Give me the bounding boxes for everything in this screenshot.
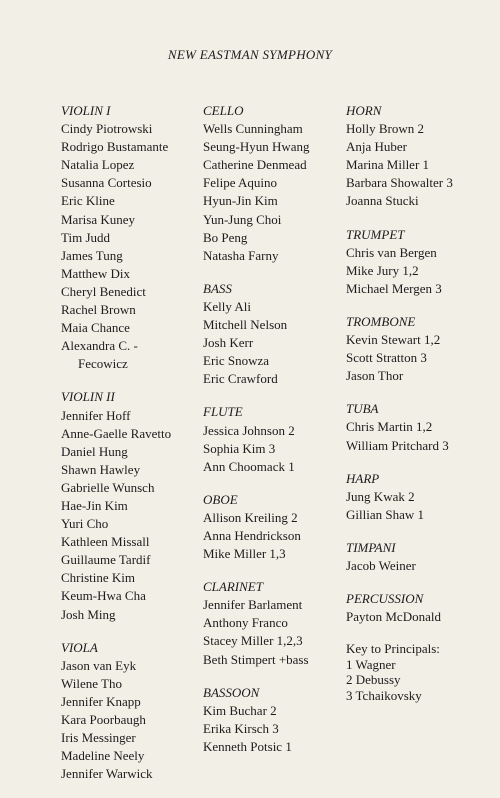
musician-name: Hae-Jin Kim: [61, 497, 128, 513]
musician-name: Yun-Jung Choi: [203, 211, 282, 227]
section-heading: BASS: [203, 280, 232, 296]
musician-name: Jessica Johnson 2: [203, 422, 295, 438]
musician-name: Anja Huber: [346, 139, 408, 155]
musician-name: Anthony Franco: [203, 615, 288, 631]
musician-name: Joanna Stucki: [346, 193, 419, 209]
musician-name: Kelly Ali: [203, 298, 252, 314]
key-item: 2 Debussy: [346, 672, 401, 688]
section-trumpet: [346, 226, 486, 298]
musician-name: Wells Cunningham: [203, 121, 303, 137]
musician-name: Marina Miller 1: [346, 157, 430, 173]
musician-name: Hyun-Jin Kim: [203, 193, 278, 209]
musician-name: Stacey Miller 1,2,3: [203, 633, 303, 649]
musician-name: Jennifer Hoff: [61, 407, 131, 423]
page-title: NEW EASTMAN SYMPHONY: [167, 47, 333, 62]
musician-name: Erika Kirsch 3: [203, 720, 279, 736]
section-trombone: [346, 313, 486, 385]
musician-name: Yuri Cho: [61, 516, 109, 532]
musician-name: James Tung: [61, 247, 123, 263]
musician-name: Kara Poorbaugh: [61, 712, 146, 727]
musician-name: Mitchell Nelson: [203, 317, 288, 333]
musician-name: Wilene Tho: [61, 675, 122, 691]
musician-name: Jennifer Knapp: [61, 693, 141, 709]
musician-name: William Pritchard 3: [346, 437, 449, 453]
musician-name: Mike Miller 1,3: [203, 546, 286, 562]
musician-name: Jason van Eyk: [61, 657, 137, 673]
musician-name: Gillian Shaw 1: [346, 506, 424, 522]
section-heading: VIOLIN II: [61, 389, 115, 405]
section-heading: TIMPANI: [346, 539, 396, 555]
section-heading: HORN: [346, 103, 382, 118]
musician-name: Maia Chance: [61, 320, 130, 336]
musician-name: Cheryl Benedict: [61, 283, 146, 299]
section-heading: CLARINET: [203, 579, 263, 595]
musician-name: Allison Kreiling 2: [203, 509, 298, 525]
musician-name: Kenneth Potsic 1: [203, 738, 292, 754]
musician-name: Natalia Lopez: [61, 157, 135, 173]
section-clarinet: [203, 578, 343, 668]
musician-name: Keum-Hwa Cha: [61, 588, 146, 604]
section-heading: TROMBONE: [346, 313, 416, 329]
section-heading: VIOLIN I: [61, 103, 111, 118]
section-cello: [203, 102, 343, 265]
musician-name: Josh Ming: [61, 606, 116, 622]
musician-name: Madeline Neely: [61, 748, 145, 764]
musician-name: Barbara Showalter 3: [346, 175, 453, 191]
musician-name: Holly Brown 2: [346, 121, 424, 137]
musician-name: Tim Judd: [61, 229, 111, 245]
key-title: Key to Principals:: [346, 641, 440, 657]
section-oboe: [203, 491, 343, 563]
musician-name: Scott Stratton 3: [346, 350, 427, 366]
musician-name: Michael Mergen 3: [346, 280, 442, 296]
principals-key: [346, 641, 486, 703]
musician-name: Seung-Hyun Hwang: [203, 139, 310, 155]
musician-name: Beth Stimpert +bass: [203, 651, 309, 667]
musician-name: Alexandra C. -: [61, 338, 138, 354]
section-violin-ii: [61, 388, 197, 623]
musician-name: Iris Messinger: [61, 730, 136, 746]
musician-name: Eric Crawford: [203, 371, 278, 387]
section-heading: FLUTE: [203, 404, 243, 420]
musician-name: Daniel Hung: [61, 443, 128, 459]
musician-name: Bo Peng: [203, 229, 248, 245]
musician-name: Jung Kwak 2: [346, 488, 415, 504]
section-heading: PERCUSSION: [346, 591, 424, 607]
section-heading: TRUMPET: [346, 226, 405, 242]
section-percussion: [346, 590, 486, 626]
musician-name: Felipe Aquino: [203, 175, 278, 191]
musician-name: Anna Hendrickson: [203, 527, 301, 543]
section-violin-i: [61, 102, 197, 373]
section-heading: HARP: [346, 470, 380, 486]
musician-name: Cindy Piotrowski: [61, 121, 153, 137]
section-tuba: [346, 400, 486, 454]
column-3-sections: [346, 102, 486, 626]
section-heading: VIOLA: [61, 639, 98, 655]
musician-name: Kathleen Missall: [61, 534, 150, 550]
section-harp: [346, 470, 486, 524]
musician-name: Guillaume Tardif: [61, 552, 151, 568]
section-bassoon: [203, 684, 343, 756]
musician-name: Mike Jury 1,2: [346, 262, 419, 278]
musician-name: Jason Thor: [346, 368, 404, 384]
section-viola: [61, 639, 197, 784]
roster-column-1: [61, 102, 197, 798]
roster-column-2: [203, 102, 343, 771]
key-item: 3 Tchaikovsky: [346, 687, 422, 703]
musician-name: Jacob Weiner: [346, 557, 416, 573]
musician-name: Catherine Denmead: [203, 157, 307, 173]
musician-name: Marisa Kuney: [61, 211, 136, 227]
musician-name: Ann Choomack 1: [203, 458, 295, 474]
musician-name: Josh Kerr: [203, 335, 254, 351]
musician-name: Matthew Dix: [61, 265, 130, 281]
key-item: 1 Wagner: [346, 656, 396, 672]
musician-name: Kim Buchar 2: [203, 702, 277, 718]
musician-name: Rachel Brown: [61, 302, 136, 318]
musician-name: Jennifer Warwick: [61, 766, 153, 782]
section-bass: [203, 280, 343, 389]
musician-name: Chris van Bergen: [346, 244, 437, 260]
musician-name: Kevin Stewart 1,2: [346, 332, 441, 348]
musician-name: Natasha Farny: [203, 247, 279, 263]
musician-name: Rodrigo Bustamante: [61, 139, 169, 155]
musician-name: Christine Kim: [61, 570, 136, 586]
musician-name: Susanna Cortesio: [61, 175, 152, 191]
musician-name: Payton McDonald: [346, 609, 441, 625]
section-flute: [203, 403, 343, 475]
musician-name: Chris Martin 1,2: [346, 419, 433, 435]
musician-name: Jennifer Barlament: [203, 597, 303, 613]
section-heading: TUBA: [346, 401, 379, 417]
section-heading: CELLO: [203, 103, 244, 118]
musician-name: Gabrielle Wunsch: [61, 479, 155, 495]
musician-name: Eric Kline: [61, 193, 115, 209]
roster-column-3: [346, 102, 486, 703]
musician-name: Anne-Gaelle Ravetto: [61, 425, 172, 441]
section-heading: BASSOON: [203, 684, 260, 700]
section-heading: OBOE: [203, 491, 238, 507]
section-timpani: [346, 539, 486, 575]
musician-name: Shawn Hawley: [61, 461, 141, 477]
musician-name: Sophia Kim 3: [203, 440, 276, 456]
musician-name: Fecowicz: [78, 356, 128, 372]
musician-name: Eric Snowza: [203, 353, 270, 369]
section-horn: [346, 102, 486, 211]
